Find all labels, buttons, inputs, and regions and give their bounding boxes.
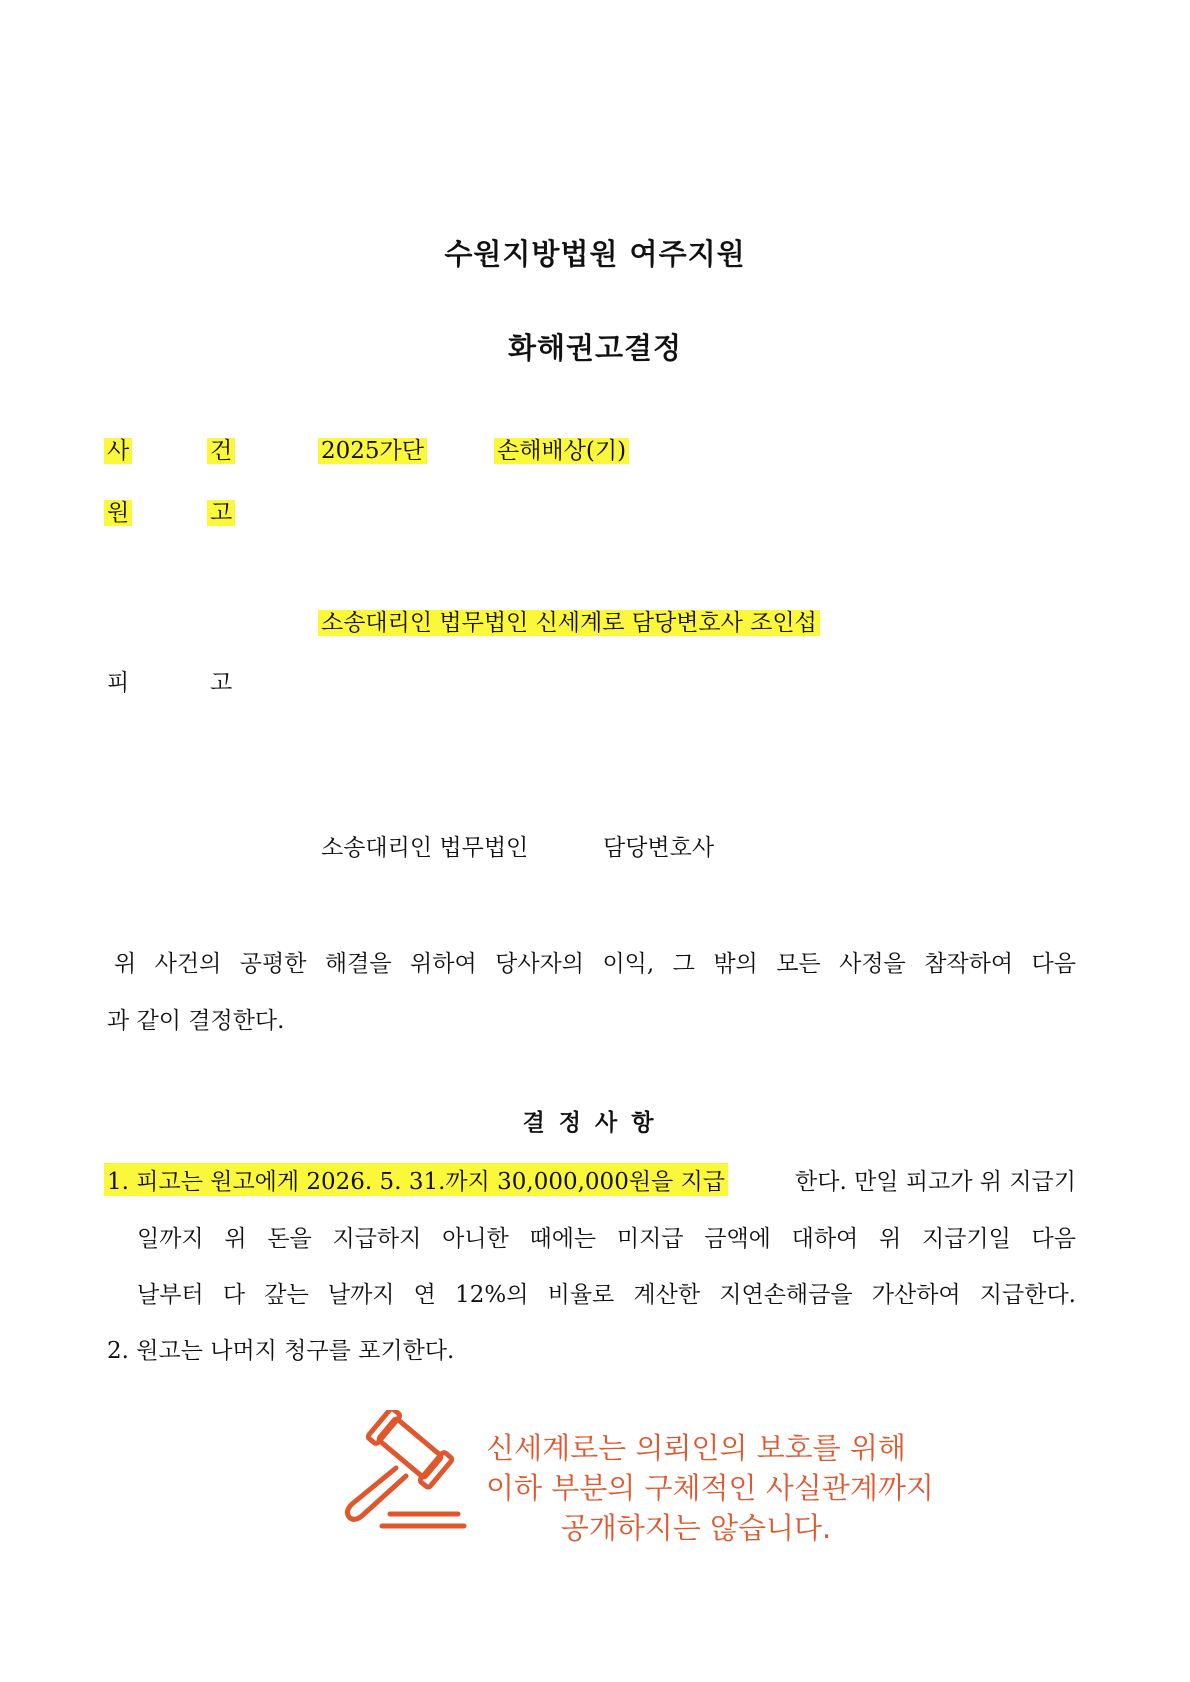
defendant-label-2: 고 <box>210 670 233 696</box>
defendant-counsel-prefix: 소송대리인 법무법인 <box>321 835 529 861</box>
notice-line-2: 이하 부분의 구체적인 사실관계까지 <box>486 1471 934 1505</box>
case-label-2: 건 <box>207 432 235 465</box>
notice-line-1: 신세계로는 의뢰인의 보호를 위해 <box>486 1431 906 1465</box>
document-title: 화해권고결정 <box>507 331 683 365</box>
gavel-icon <box>338 1410 468 1530</box>
plaintiff-label-2: 고 <box>207 494 235 527</box>
intro-line-1: 위 사건의 공평한 해결을 위하여 당사자의 이익, 그 밖의 모든 사정을 참작하여 다음 <box>114 951 1076 977</box>
case-name: 손해배상(기) <box>494 432 629 465</box>
decision-item-1-line-2: 일까지 위 돈을 지급하지 아니한 때에는 미지급 금액에 대하여 위 지급기일 다음 <box>137 1226 1076 1252</box>
decision-item-1-line-3: 날부터 다 갚는 날까지 연 12%의 비율로 계산한 지연손해금을 가산하여 지급한다. <box>137 1282 1076 1308</box>
defendant-counsel-suffix: 담당변호사 <box>603 835 715 861</box>
plaintiff-counsel: 소송대리인 법무법인 신세계로 담당변호사 조인섭 <box>318 604 820 637</box>
decision-section-title: 결정사항 <box>522 1110 668 1136</box>
decision-item-1 <box>104 1163 1076 1196</box>
decision-item-1-highlight: 1. 피고는 원고에게 2026. 5. 31.까지 30,000,000원을 지급 <box>104 1163 728 1196</box>
decision-item-1-rest: 한다. 만일 피고가 위 지급기 <box>795 1169 1076 1195</box>
defendant-label-1: 피 <box>107 670 130 696</box>
notice-line-3: 공개하지는 않습니다. <box>560 1511 832 1545</box>
case-number: 2025가단 <box>318 432 427 465</box>
plaintiff-label-1: 원 <box>104 494 132 527</box>
case-label-1: 사 <box>104 432 132 465</box>
intro-line-2: 과 같이 결정한다. <box>107 1008 285 1034</box>
court-name: 수원지방법원 여주지원 <box>444 237 746 271</box>
decision-item-2: 2. 원고는 나머지 청구를 포기한다. <box>107 1338 455 1364</box>
